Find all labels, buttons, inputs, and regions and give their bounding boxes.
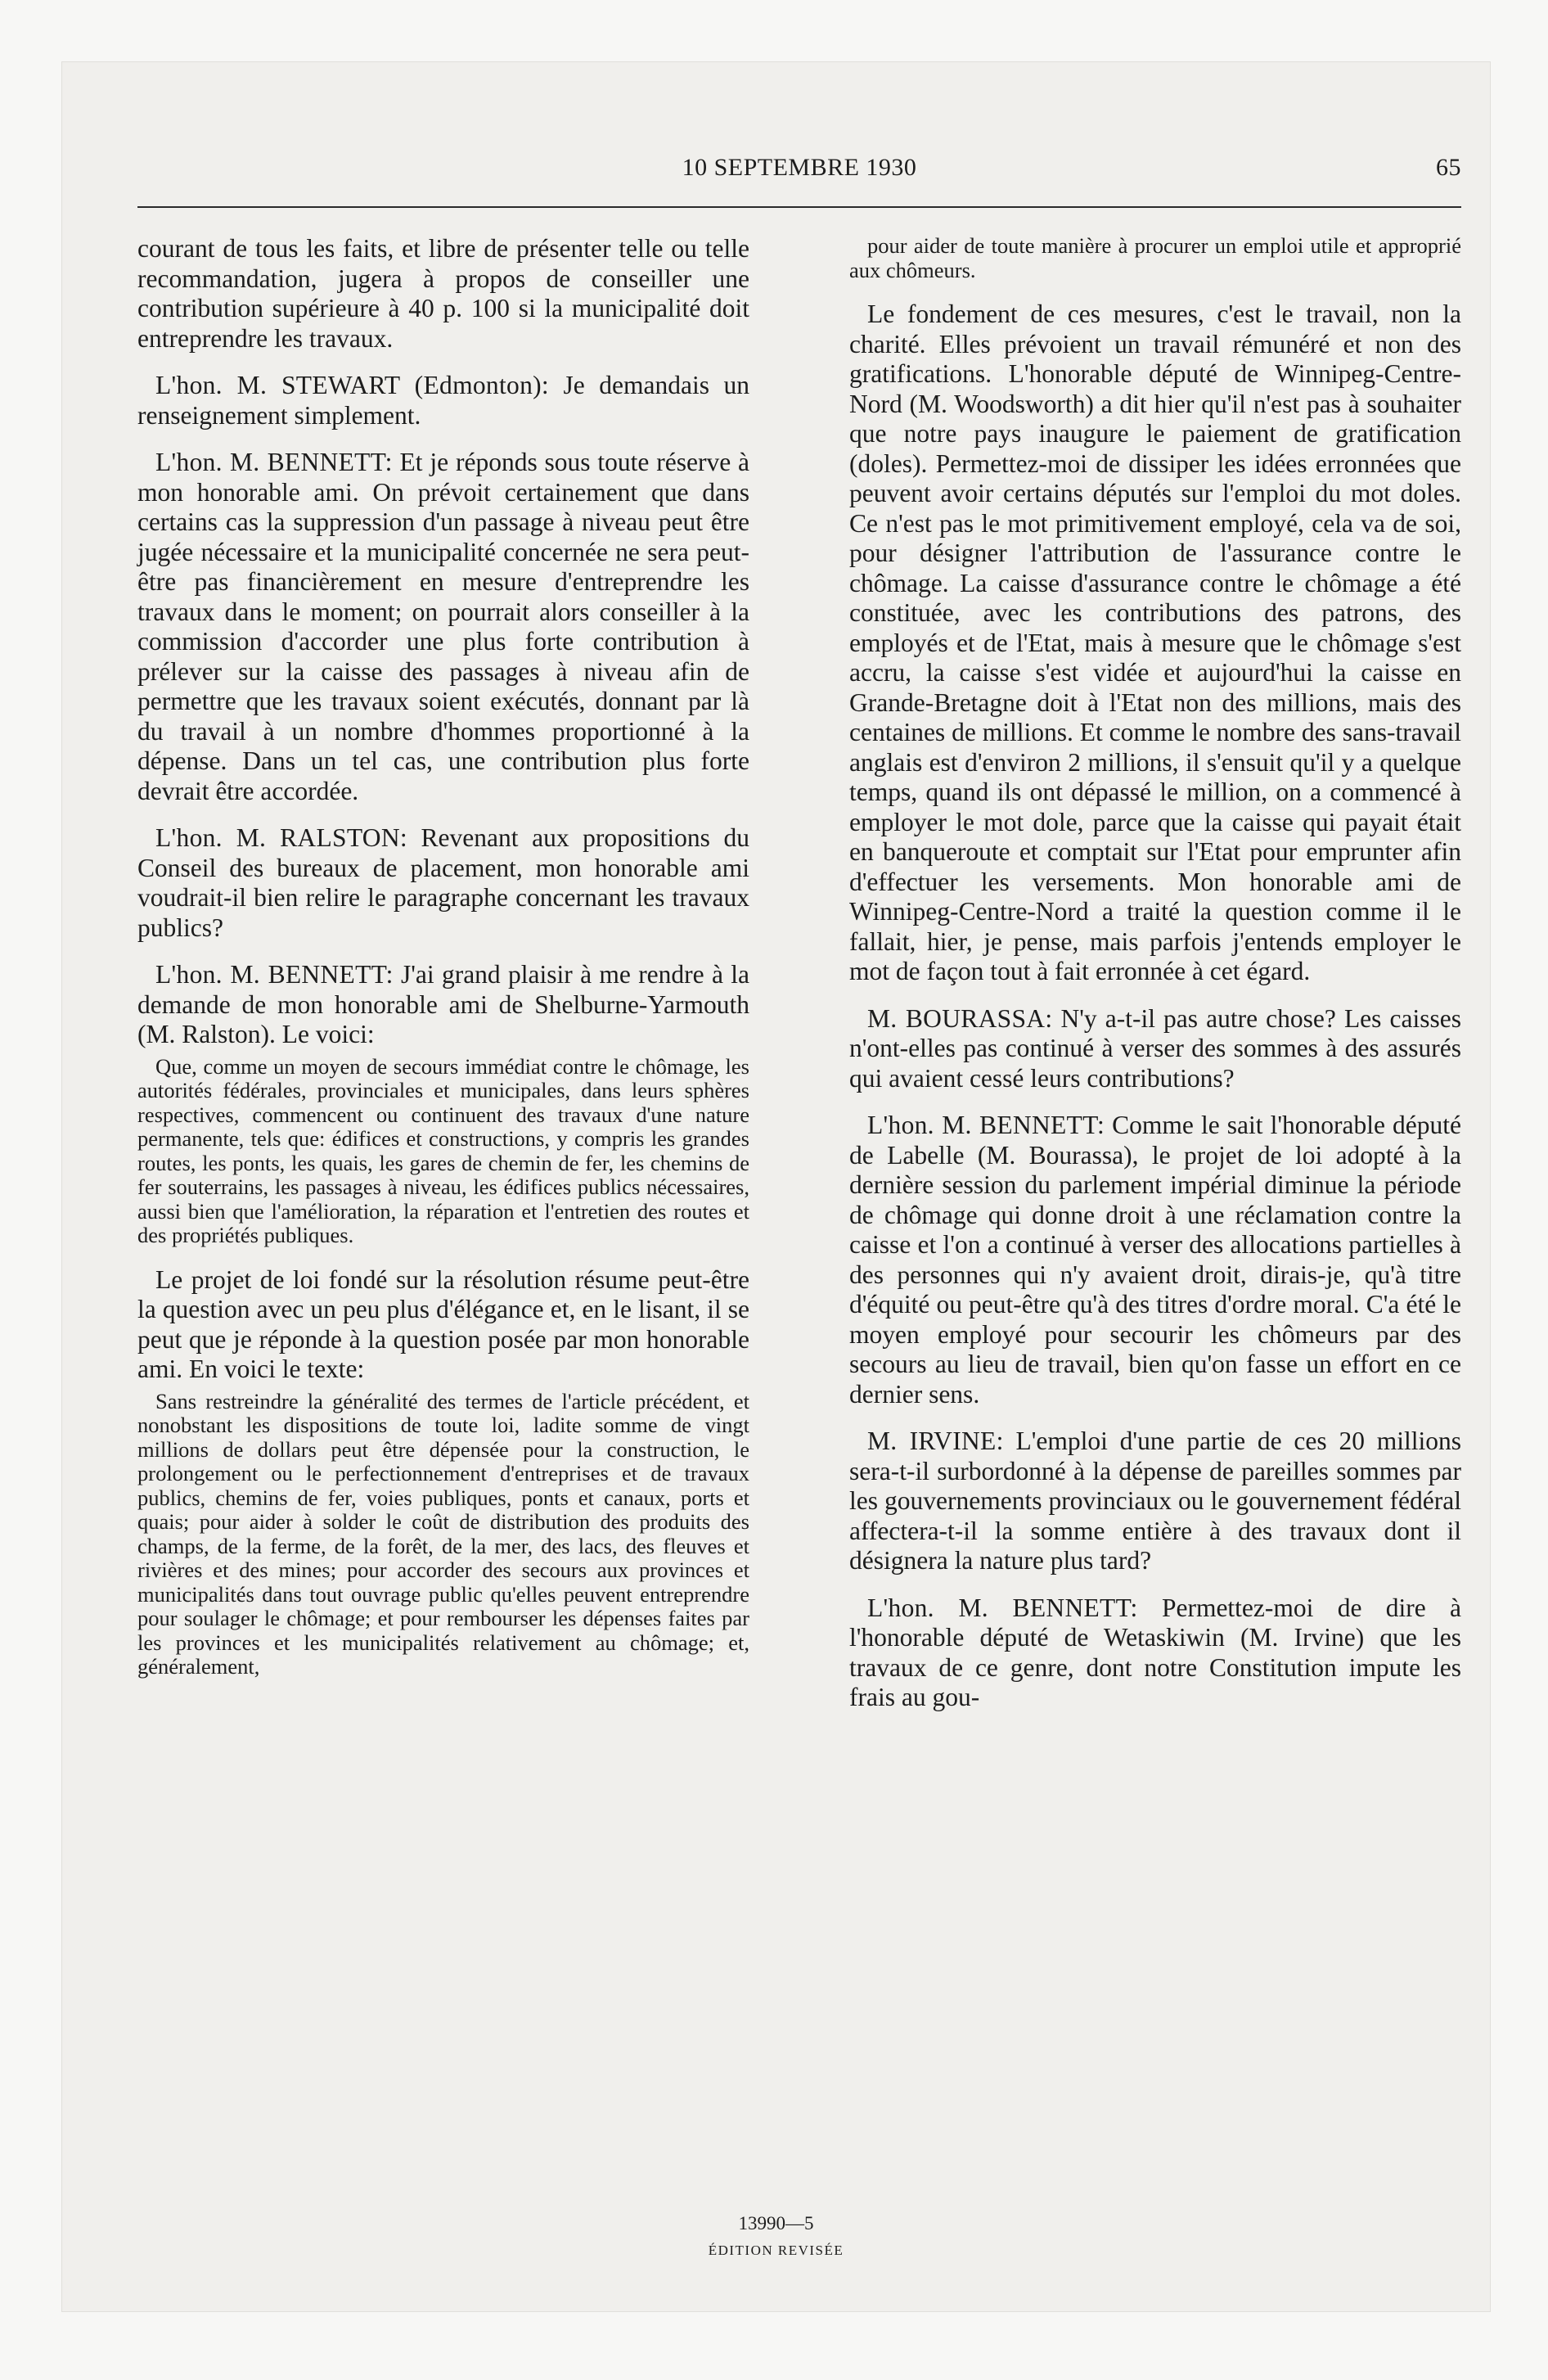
paragraph: Le fondement de ces mesures, c'est le travail, non la charité. Elles prévoient un travail rémunéré et non des gratifications. L'honorable député de Winnipeg-Centre-Nord (M. Woodsworth) a dit hier qu'il n'est pas à souhaiter que notre pays inaugure le paiement de gratification (doles). Permettez-moi de dissiper les idées erronnées que peuvent avoir certains députés sur l'emploi du mot doles. Ce n'est pas le mot primitivement employé, cela va de soi, pour désigner l'attribution de l'assurance contre le chômage. La caisse d'assurance contre le chômage a été constituée, avec les contributions des patrons, des employés et de l'Etat, mais à mesure que le chômage s'est accru, la caisse s'est vidée et aujourd'hui la caisse en Grande-Bretagne doit à l'Etat non des millions, mais des centaines de millions. Et comme le nombre des sans-travail anglais est d'environ 2 millions, il s'ensuit qu'il y a quelque temps, quand ils ont dépassé le million, on a commencé à employer le mot dole, parce que la caisse qui payait était en banqueroute et comptait sur l'Etat pour emprunter afin d'effectuer les versements. Mon honorable ami de Winnipeg-Centre-Nord a traité la question comme il le fallait, hier, je pense, mais parfois j'entends employer le mot de façon tout à fait erronnée à cet égard. [849,300,1461,985]
block-quote: Que, comme un moyen de secours immédiat contre le chômage, les autorités fédérales, provinciales et municipales, dans leurs sphères respectives, commencent ou continuent des travaux d'une nature permanente, tels que: édifices et constructions, y compris les grandes routes, les ponts, les quais, les gares de chemin de fer, les chemins de fer souterrains, les passages à niveau, les édifices publics nécessaires, aussi bien que l'amélioration, la réparation et l'entretien des routes et des propriétés publiques. [137,1053,749,1247]
footer-edition: ÉDITION REVISÉE [708,2243,844,2258]
speech [849,1593,1461,1713]
speech [137,448,749,806]
right-column [849,234,1461,1730]
speaker-name: L'hon. M. STEWART (Edmonton): [155,371,549,399]
speech [137,960,749,1050]
speech [849,1111,1461,1409]
paragraph: Le projet de loi fondé sur la résolution résume peut-être la question avec un peu plus d'élégance et, en le lisant, il se peut que je réponde à la question posée par mon honorable ami. En voici le texte: [137,1264,749,1383]
paragraph: courant de tous les faits, et libre de présenter telle ou telle recommandation, jugera à propos de conseiller une contribution supérieure à 40 p. 100 si la municipalité doit entreprendre les travaux. [137,234,749,353]
speaker-name: L'hon. M. BENNETT: [867,1111,1105,1139]
left-column [137,234,749,1697]
speech-text: Permettez-moi de dire à l'honorable député de Wetaskiwin (M. Irvine) que les travaux de ce genre, dont notre Constitution impute les frais au gou- [849,1593,1462,1711]
speech-text: Et je réponds sous toute réserve à mon honorable ami. On prévoit certainement que dans certains cas la suppression d'un passage à niveau peut être jugée nécessaire et la municipalité concernée ne sera peut-être pas financièrement en mesure d'entreprendre les travaux dans le moment; on pourrait alors conseiller à la commission d'accorder une plus forte contribution à prélever sur la caisse des passages à niveau afin de permettre que les travaux soient exécutés, donnant par là du travail à un nombre d'hommes proportionné à la dépense. Dans un tel cas, une contribution plus forte devrait être accordée. [137,448,750,805]
speech-text: L'emploi d'une partie de ces 20 millions sera-t-il surbordonné à la dépense de pareilles sommes par les gouvernements provinciaux ou le gouvernement fédéral affectera-t-il la somme entière à des travaux dont il désignera la nature plus tard? [849,1427,1462,1575]
speech-text: Comme le sait l'honorable député de Labelle (M. Bourassa), le projet de loi adopté à la dernière session du parlement impérial diminue la période de chômage qui donne droit à une réclamation contre la caisse et l'on a continué à verser des allocations partielles à des personnes qui n'y avaient droit, dirais-je, qu'à titre d'équité ou peut-être qu'à des titres d'ordre moral. C'a été le moyen employé pour secourir les chômeurs par des secours au lieu de travail, bien qu'on fasse un effort en ce dernier sens. [849,1111,1461,1409]
document-page [61,61,1491,2312]
header-date: 10 SEPTEMBRE 1930 [682,154,917,181]
speech [137,371,749,430]
speech [137,823,749,943]
speech-text: N'y a-t-il pas autre chose? Les caisses n'ont-elles pas continué à verser des sommes à des assurés qui avaient cessé leurs contributions? [849,1003,1461,1093]
footer-code: 13990—5 [738,2213,814,2234]
speaker-name: L'hon. M. BENNETT: [867,1593,1138,1622]
header-rule [137,206,1461,208]
speaker-name: L'hon. M. BENNETT: [155,960,394,989]
block-quote-continued: pour aider de toute manière à procurer un emploi utile et approprié aux chômeurs. [849,233,1461,282]
speech [849,1004,1461,1094]
speaker-name: L'hon. M. RALSTON: [155,823,407,852]
speech [849,1427,1461,1576]
speech-text: Je demandais un renseignement simplement. [137,371,749,430]
speaker-name: M. IRVINE: [867,1427,1004,1455]
speech-text: J'ai grand plaisir à me rendre à la demande de mon honorable ami de Shelburne-Yarmouth (M. Ralston). Le voici: [137,960,749,1048]
block-quote: Sans restreindre la généralité des termes de l'article précédent, et nonobstant les dispositions de toute loi, ladite somme de vingt millions de dollars peut être dépensée pour la construction, le prolongement ou le perfectionnement d'entreprises et de travaux publics, chemins de fer, voies publiques, ponts et canaux, ports et quais; pour aider à solder le coût de distribution des produits des champs, de la ferme, de la forêt, de la mer, des lacs, des fleuves et rivières et des mines; pour accorder des secours aux provinces et municipalités dans tout ouvrage public qu'elles peuvent entreprendre pour soulager le chômage; et pour rembourser les dépenses faites par les provinces et les municipalités relativement au chômage; et, généralement, [137,1388,749,1679]
speaker-name: L'hon. M. BENNETT: [155,448,393,476]
page-header [137,154,1461,203]
speech-text: Revenant aux propositions du Conseil des bureaux de placement, mon honorable ami voudrait-il bien relire le paragraphe concernant les travaux publics? [137,823,750,942]
speaker-name: M. BOURASSA: [867,1003,1053,1033]
page-number: 65 [1436,154,1461,181]
